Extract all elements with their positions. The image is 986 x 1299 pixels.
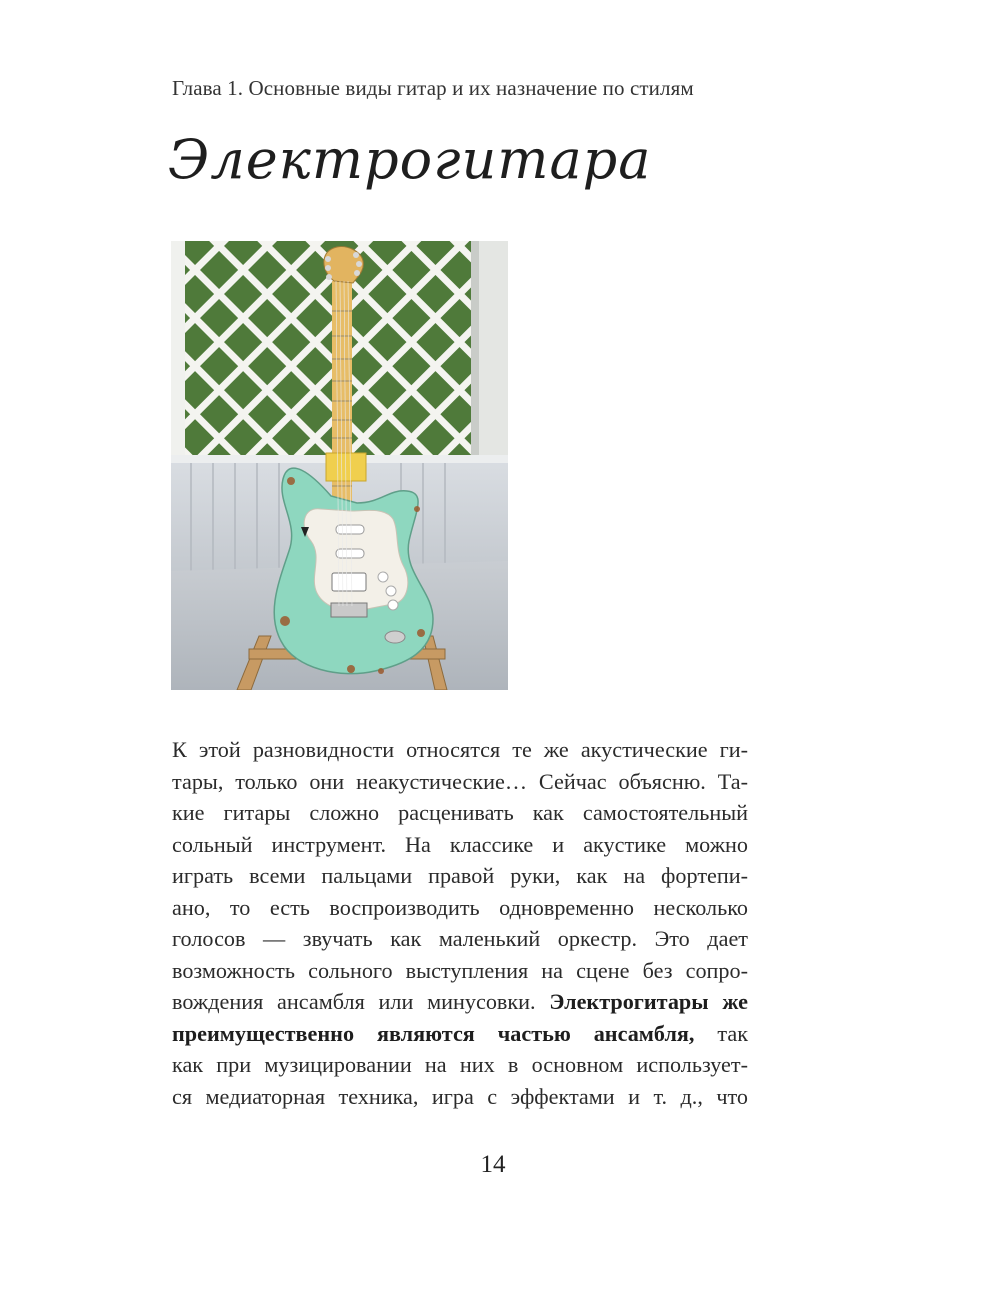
bold-emphasis: Электрогитары же [549,989,748,1014]
text-line: К этой разновидности относятся те же акустические ги- [172,737,748,762]
section-title: Электрогитара [168,128,652,191]
text-line: голосов — звучать как маленький оркестр. Это дает [172,926,748,951]
text-line: кие гитары сложно расценивать как самостоятельный [172,800,748,825]
body-paragraph [172,734,748,1112]
bold-emphasis: преимущественно являются частью ансамбля, [172,1020,695,1046]
page-number: 14 [480,1151,506,1178]
text-line: ся медиаторная техника, игра с эффектами и т. д., что [172,1083,748,1109]
text-line: сольный инструмент. На классике и акустике можно [172,831,748,857]
text-segment: так [694,1020,748,1046]
text-line: ано, то есть воспроизводить одновременно несколько [172,894,748,920]
text-line [172,986,748,1018]
text-line: как при музицировании на них в основном использует- [172,1052,748,1077]
running-header: Глава 1. Основные виды гитар и их назначение по стилям [172,76,694,100]
text-line [172,1018,748,1050]
text-line: возможность сольного выступления на сцене без сопро- [172,957,748,983]
text-line: играть всеми пальцами правой руки, как на фортепи- [172,863,748,888]
guitar-photo [171,241,508,690]
text-segment: вождения ансамбля или минусовки. [172,989,550,1014]
text-line: тары, только они неакустические… Сейчас объясню. Та- [172,768,748,794]
